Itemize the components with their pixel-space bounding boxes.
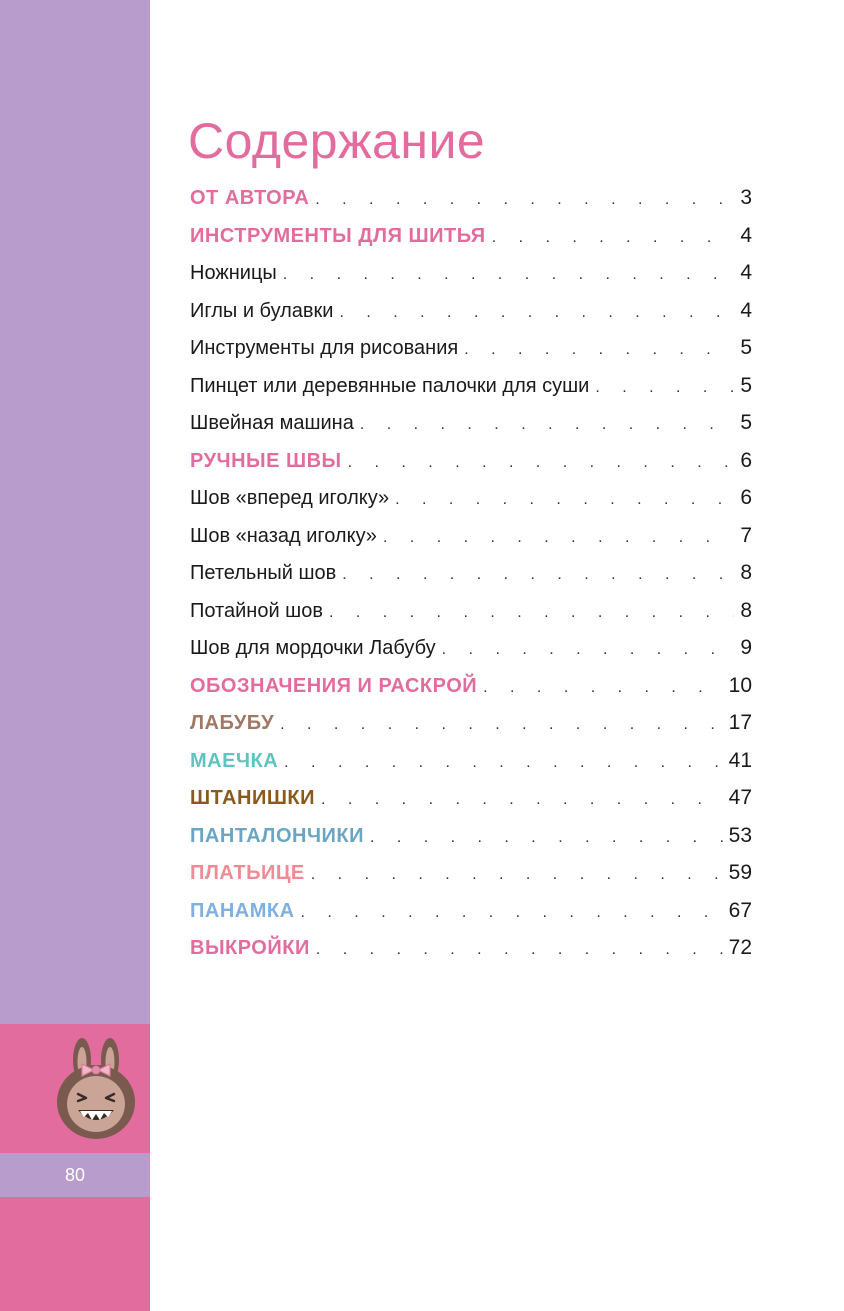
toc-leader-dots [316, 941, 723, 959]
toc-entry[interactable] [190, 224, 752, 262]
table-of-contents [190, 186, 752, 974]
toc-leader-dots [383, 529, 734, 547]
toc-leader-dots [315, 191, 734, 209]
toc-entry-page: 4 [740, 261, 752, 284]
toc-entry-label: Шов для мордочки Лабубу [190, 637, 436, 659]
toc-entry[interactable] [190, 899, 752, 937]
toc-entry-page: 8 [740, 598, 752, 622]
toc-entry[interactable] [190, 374, 752, 412]
toc-entry-label: Иглы и булавки [190, 299, 334, 322]
toc-entry-label: ИНСТРУМЕНТЫ ДЛЯ ШИТЬЯ [190, 224, 486, 247]
toc-entry-page: 5 [740, 336, 752, 359]
toc-leader-dots [492, 229, 735, 247]
toc-entry-page: 4 [740, 298, 752, 322]
toc-leader-dots [595, 379, 734, 397]
toc-entry-page: 41 [728, 748, 752, 772]
toc-entry-page: 9 [740, 636, 752, 659]
toc-leader-dots [329, 604, 734, 622]
toc-entry[interactable] [190, 299, 752, 337]
toc-entry-label: Петельный шов [190, 562, 337, 584]
toc-entry-page: 53 [728, 823, 752, 847]
toc-entry[interactable] [190, 749, 752, 787]
toc-entry[interactable] [190, 449, 752, 487]
toc-leader-dots [339, 304, 734, 322]
toc-leader-dots [342, 566, 734, 584]
toc-entry[interactable] [190, 524, 752, 562]
toc-entry[interactable] [190, 599, 752, 637]
toc-entry[interactable] [190, 486, 752, 524]
page-number-band [0, 1153, 150, 1197]
toc-entry[interactable] [190, 636, 752, 674]
toc-entry-label: ПАНАМКА [190, 899, 295, 922]
toc-entry[interactable] [190, 824, 752, 862]
toc-leader-dots [464, 341, 734, 359]
toc-entry[interactable] [190, 411, 752, 449]
toc-entry-label: Шов «вперед иголку» [190, 487, 390, 509]
toc-entry-page: 5 [740, 373, 752, 397]
toc-leader-dots [483, 679, 723, 697]
toc-entry-label: ШТАНИШКИ [190, 787, 315, 809]
toc-entry[interactable] [190, 674, 752, 712]
toc-leader-dots [370, 829, 723, 847]
toc-leader-dots [301, 904, 723, 922]
toc-entry-page: 47 [728, 786, 752, 809]
toc-entry-page: 59 [728, 861, 752, 884]
toc-entry-label: ЛАБУБУ [190, 712, 275, 734]
labubu-mascot-icon [54, 1034, 140, 1142]
toc-entry-label: Пинцет или деревянные палочки для суши [190, 374, 590, 397]
toc-entry-page: 10 [728, 673, 752, 697]
toc-entry-label: Инструменты для рисования [190, 337, 459, 359]
toc-entry[interactable] [190, 936, 752, 974]
toc-leader-dots [311, 866, 723, 884]
toc-entry[interactable] [190, 261, 752, 299]
toc-entry-label: ПЛАТЬИЦЕ [190, 862, 305, 884]
toc-leader-dots [321, 791, 723, 809]
toc-entry-label: ПАНТАЛОНЧИКИ [190, 824, 364, 847]
toc-entry[interactable] [190, 711, 752, 749]
toc-entry-page: 17 [728, 711, 752, 734]
toc-entry-page: 6 [740, 448, 752, 472]
toc-entry-label: ВЫКРОЙКИ [190, 937, 310, 959]
toc-leader-dots [284, 754, 722, 772]
toc-entry-label: РУЧНЫЕ ШВЫ [190, 449, 342, 472]
toc-leader-dots [442, 641, 735, 659]
toc-entry-page: 5 [740, 411, 752, 434]
toc-entry-label: МАЕЧКА [190, 749, 279, 772]
toc-entry-page: 7 [740, 523, 752, 547]
toc-entry-page: 8 [740, 561, 752, 584]
toc-leader-dots [395, 491, 734, 509]
toc-entry-page: 3 [740, 186, 752, 209]
page-title: Содержание [188, 113, 486, 169]
toc-entry-page: 4 [740, 223, 752, 247]
toc-entry-page: 6 [740, 486, 752, 509]
page-number: 80 [64, 1164, 86, 1185]
sidebar-lilac-band [0, 0, 150, 1024]
toc-entry-label: ОБОЗНАЧЕНИЯ И РАСКРОЙ [190, 674, 478, 697]
toc-entry-page: 67 [728, 898, 752, 922]
toc-entry-label: ОТ АВТОРА [190, 187, 310, 209]
toc-leader-dots [283, 266, 735, 284]
toc-leader-dots [360, 416, 734, 434]
toc-entry[interactable] [190, 336, 752, 374]
toc-entry[interactable] [190, 786, 752, 824]
toc-leader-dots [348, 454, 735, 472]
toc-entry[interactable] [190, 186, 752, 224]
toc-entry[interactable] [190, 861, 752, 899]
toc-entry-label: Потайной шов [190, 599, 323, 622]
toc-entry-page: 72 [728, 936, 752, 959]
toc-leader-dots [280, 716, 723, 734]
toc-entry-label: Шов «назад иголку» [190, 524, 377, 547]
sidebar-pink-bottom-band [0, 1197, 150, 1311]
toc-entry-label: Швейная машина [190, 412, 354, 434]
toc-entry[interactable] [190, 561, 752, 599]
toc-entry-label: Ножницы [190, 262, 277, 284]
